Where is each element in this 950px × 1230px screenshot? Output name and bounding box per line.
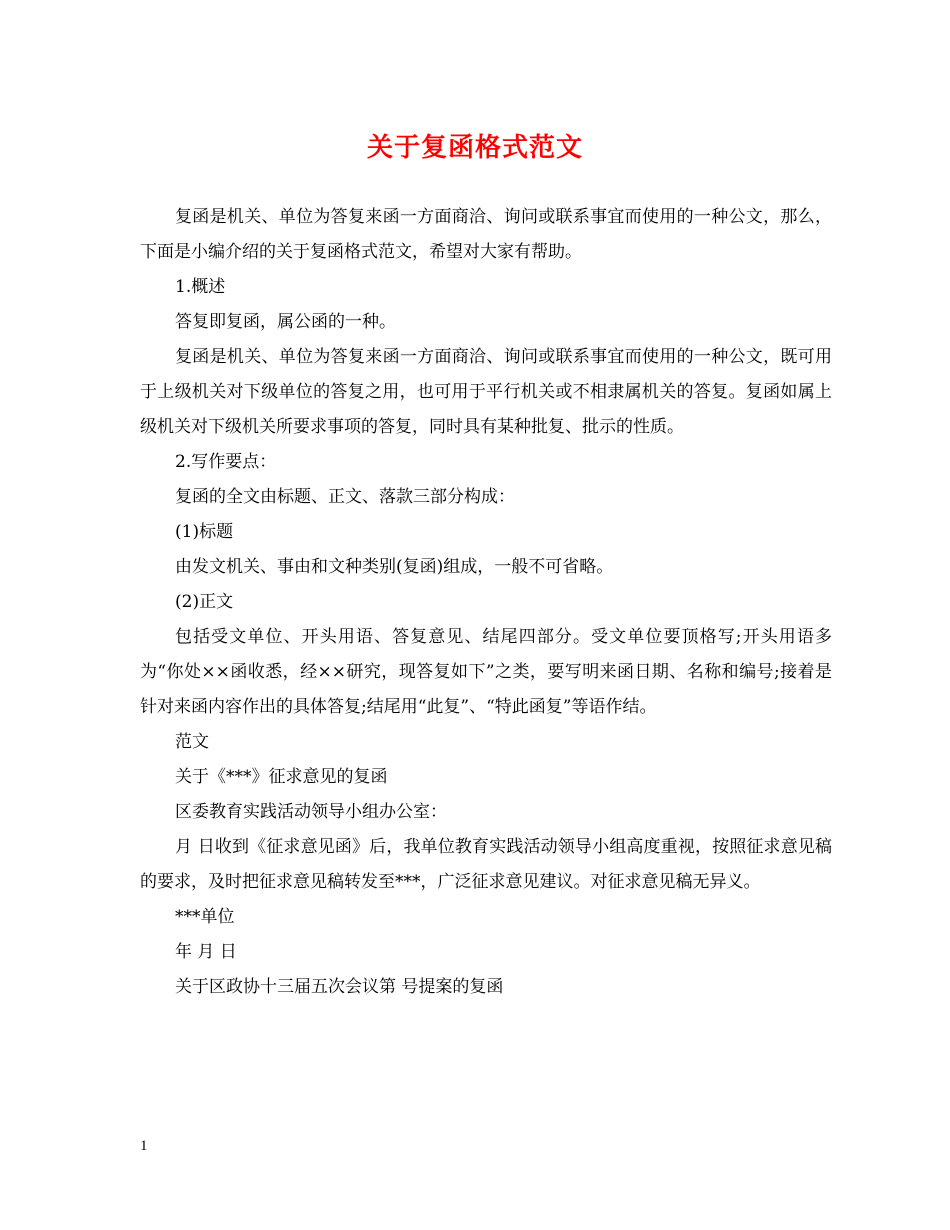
section-heading: 2.写作要点： xyxy=(175,452,277,472)
paragraph: 复函的全文由标题、正文、落款三部分构成： xyxy=(175,487,515,507)
paragraph: 由发文机关、事由和文种类别(复函)组成，一般不可省略。 xyxy=(175,557,614,577)
document-body xyxy=(140,200,832,1005)
sample-date: 年 月 日 xyxy=(175,942,237,962)
sample-title: 关于《***》征求意见的复函 xyxy=(175,767,388,787)
sample-body: 月 日收到《征求意见函》后，我单位教育实践活动领导小组高度重视，按照征求意见稿的要求，及时把征求意见稿转发至***，广泛征求意见建议。对征求意见稿无异义。 xyxy=(140,837,832,892)
sample-signature: ***单位 xyxy=(175,907,235,927)
paragraph: 复函是机关、单位为答复来函一方面商洽、询问或联系事宜而使用的一种公文，那么，下面是小编介绍的关于复函格式范文，希望对大家有帮助。 xyxy=(140,207,832,262)
paragraph: 答复即复函，属公函的一种。 xyxy=(175,312,396,332)
section-heading: 范文 xyxy=(175,732,209,752)
sample-addressee: 区委教育实践活动领导小组办公室： xyxy=(175,802,447,822)
sample-title: 关于区政协十三届五次会议第 号提案的复函 xyxy=(175,977,504,997)
section-heading: 1.概述 xyxy=(175,277,226,297)
subsection-heading: (2)正文 xyxy=(175,592,234,612)
document-title: 关于复函格式范文 xyxy=(366,133,583,163)
paragraph: 复函是机关、单位为答复来函一方面商洽、询问或联系事宜而使用的一种公文，既可用于上级机关对下级单位的答复之用，也可用于平行机关或不相隶属机关的答复。复函如属上级机关对下级机关所要求事项的答复，同时具有某种批复、批示的性质。 xyxy=(140,347,832,437)
subsection-heading: (1)标题 xyxy=(175,522,234,542)
paragraph: 包括受文单位、开头用语、答复意见、结尾四部分。受文单位要顶格写;开头用语多为“你处××函收悉，经××研究，现答复如下”之类，要写明来函日期、名称和编号;接着是针对来函内容作出的具体答复;结尾用“此复”、“特此函复”等语作结。 xyxy=(140,627,832,717)
page-number: 1 xyxy=(140,1138,148,1154)
